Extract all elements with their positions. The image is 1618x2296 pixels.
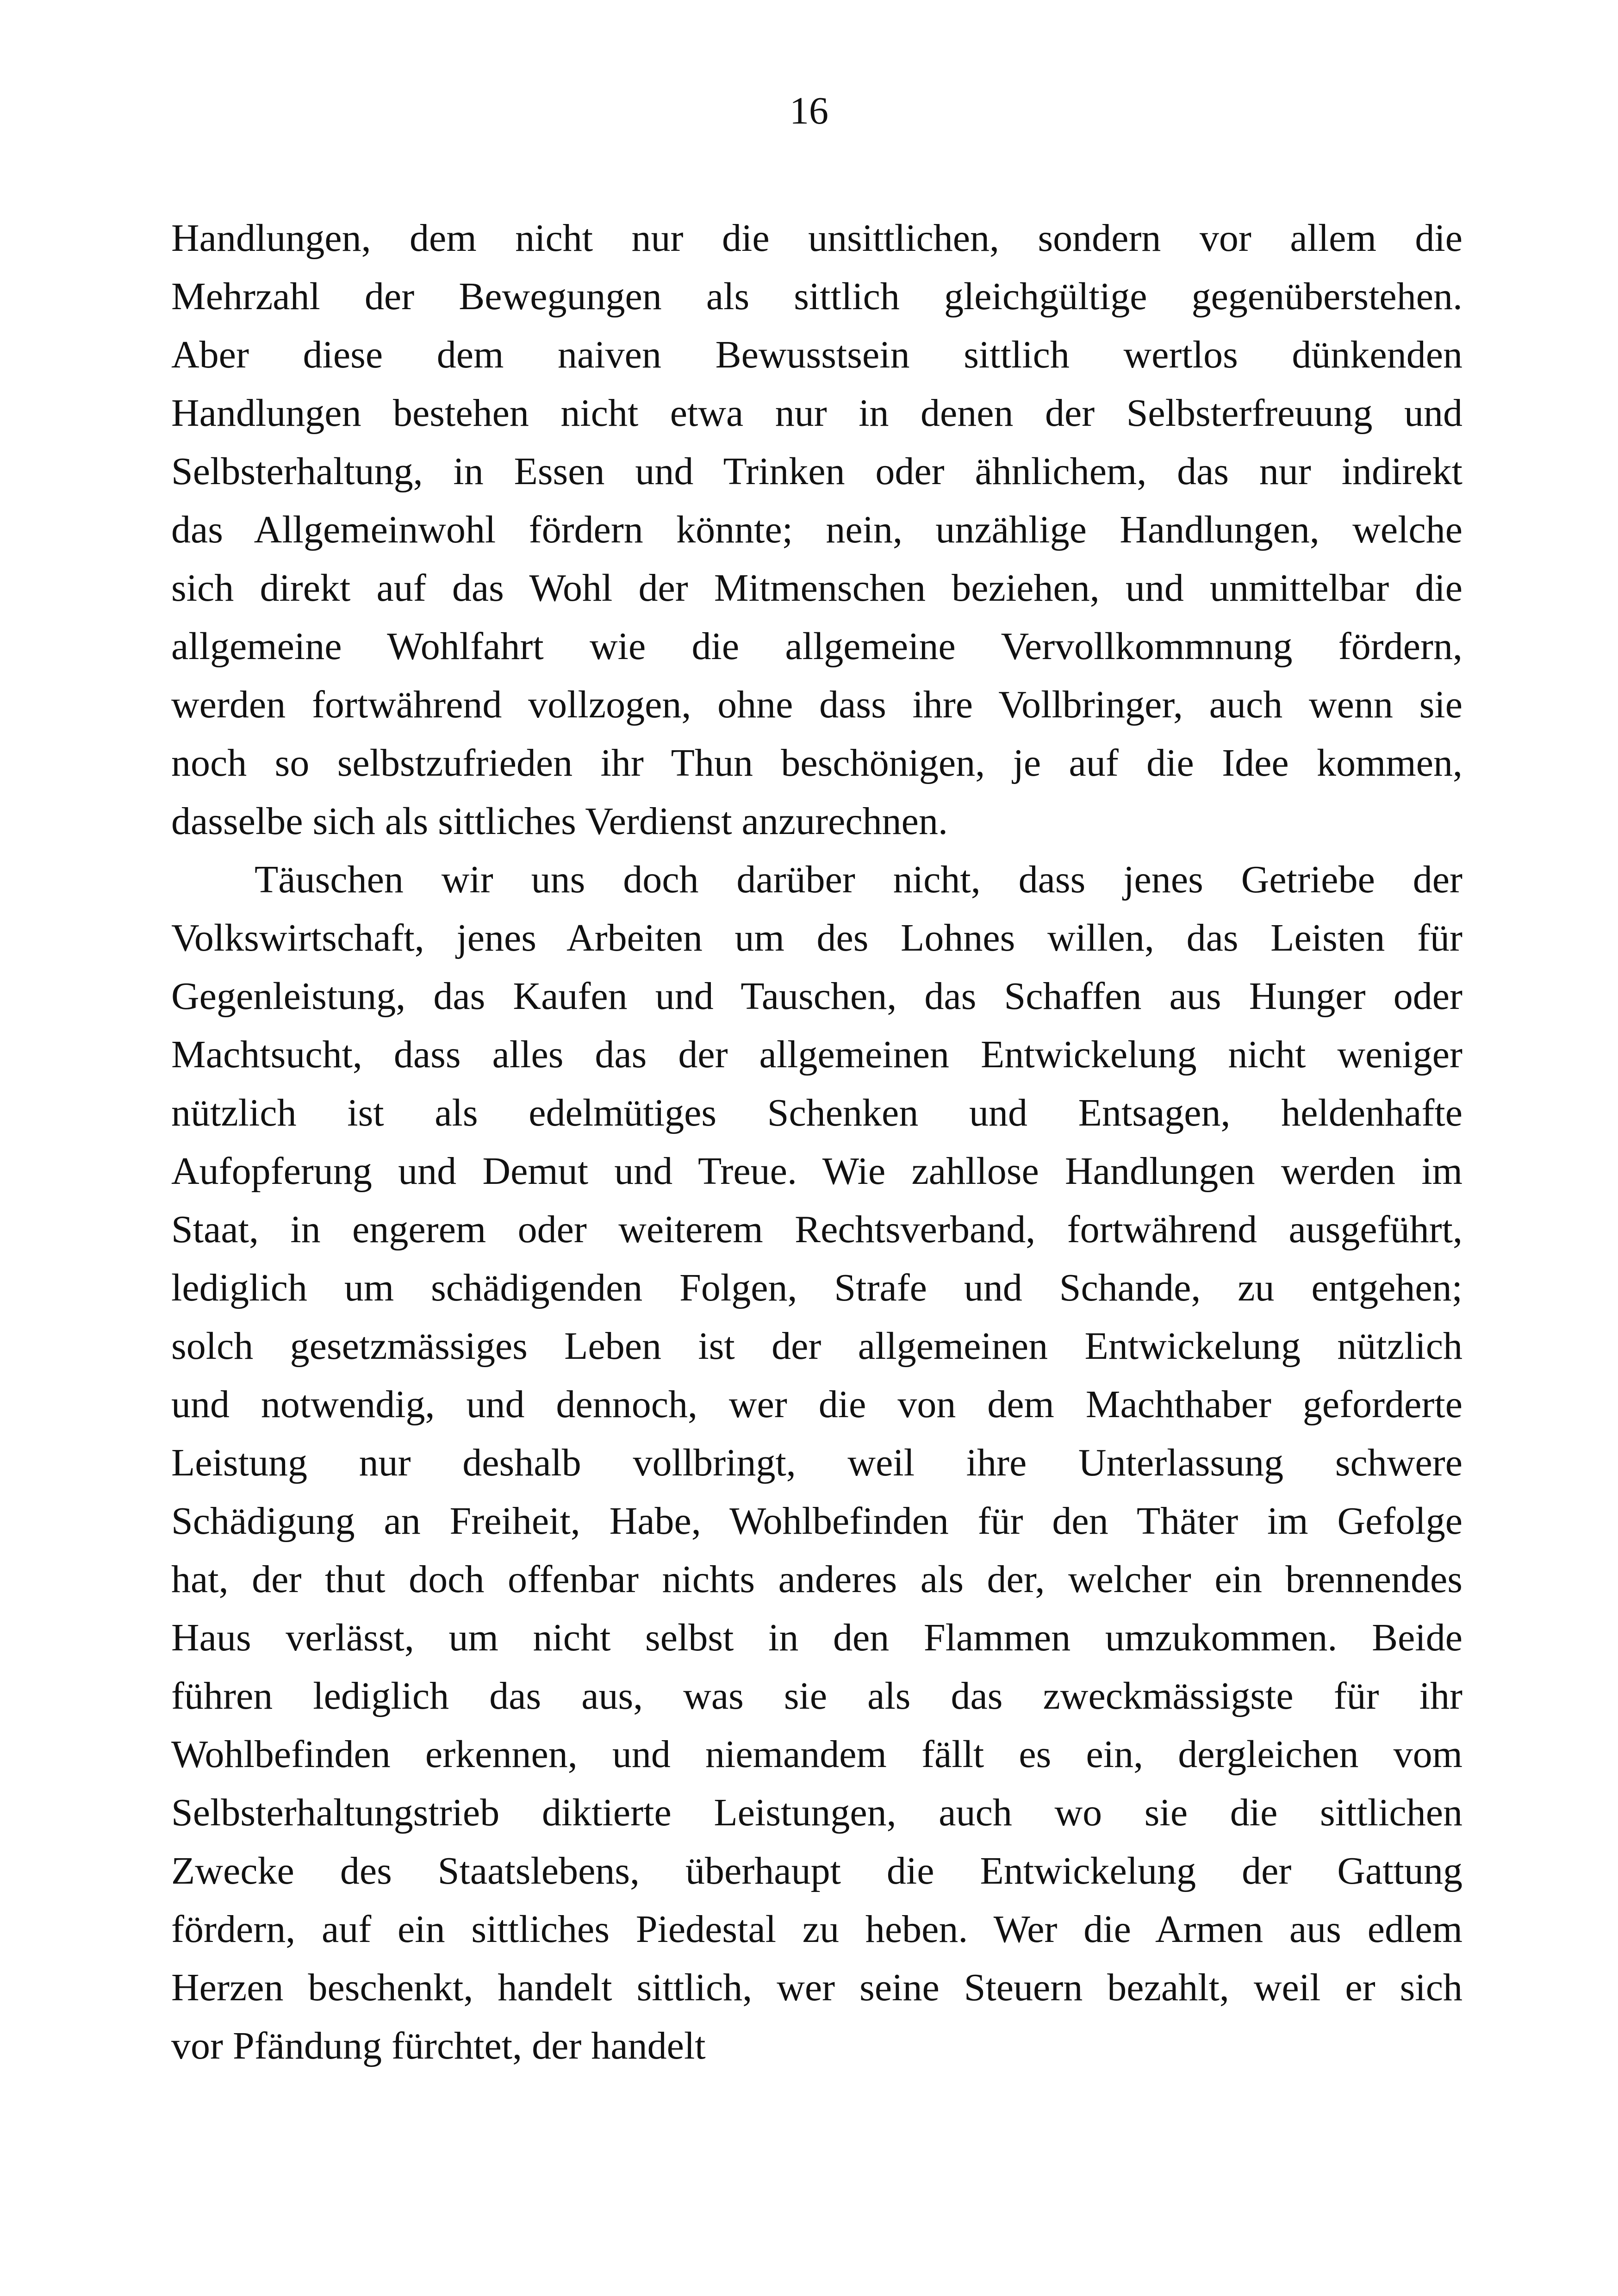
text-line: Aber diese dem naiven Bewusstsein sittlich wertlos dünkenden xyxy=(171,333,1462,376)
text-line: werden fortwährend vollzogen, ohne dass ihre Vollbringer, auch wenn sie xyxy=(171,683,1462,726)
text-line: Staat, in engerem oder weiterem Rechtsverband, fortwährend ausgeführt, xyxy=(171,1208,1462,1251)
body-text xyxy=(171,209,1462,2075)
text-line: allgemeine Wohlfahrt wie die allgemeine Vervollkommnung fördern, xyxy=(171,625,1462,668)
paragraph-end-line: dasselbe sich als sittliches Verdienst anzurechnen. xyxy=(171,800,948,843)
text-line: Aufopferung und Demut und Treue. Wie zahllose Handlungen werden im xyxy=(171,1150,1462,1193)
page-number: 16 xyxy=(790,89,828,132)
text-line: und notwendig, und dennoch, wer die von dem Machthaber geforderte xyxy=(171,1383,1462,1426)
text-line: Selbsterhaltung, in Essen und Trinken oder ähnlichem, das nur indirekt xyxy=(171,450,1462,493)
text-line: Selbsterhaltungstrieb diktierte Leistungen, auch wo sie die sittlichen xyxy=(171,1791,1462,1834)
text-line: Mehrzahl der Bewegungen als sittlich gleichgültige gegenüberstehen. xyxy=(171,275,1462,318)
text-line: noch so selbstzufrieden ihr Thun beschönigen, je auf die Idee kommen, xyxy=(171,741,1462,784)
text-line: Gegenleistung, das Kaufen und Tauschen, das Schaffen aus Hunger oder xyxy=(171,975,1462,1018)
text-line: Volkswirtschaft, jenes Arbeiten um des Lohnes willen, das Leisten für xyxy=(171,916,1462,959)
text-line: hat, der thut doch offenbar nichts anderes als der, welcher ein brennendes xyxy=(171,1558,1462,1601)
text-line: solch gesetzmässiges Leben ist der allgemeinen Entwickelung nützlich xyxy=(171,1325,1462,1368)
paragraph-end-line: vor Pfändung fürchtet, der handelt xyxy=(171,2024,706,2067)
paragraph-first-line: Täuschen wir uns doch darüber nicht, dass jenes Getriebe der xyxy=(255,858,1462,901)
text-line: lediglich um schädigenden Folgen, Strafe und Schande, zu entgehen; xyxy=(171,1266,1462,1309)
text-line: fördern, auf ein sittliches Piedestal zu heben. Wer die Armen aus edlem xyxy=(171,1908,1462,1951)
text-line: Handlungen, dem nicht nur die unsittlichen, sondern vor allem die xyxy=(171,217,1462,260)
text-line: Wohlbefinden erkennen, und niemandem fällt es ein, dergleichen vom xyxy=(171,1733,1462,1776)
text-line: nützlich ist als edelmütiges Schenken und Entsagen, heldenhafte xyxy=(171,1091,1462,1134)
text-line: Schädigung an Freiheit, Habe, Wohlbefinden für den Thäter im Gefolge xyxy=(171,1500,1462,1543)
text-line: Zwecke des Staatslebens, überhaupt die Entwickelung der Gattung xyxy=(171,1849,1462,1892)
text-line: Herzen beschenkt, handelt sittlich, wer seine Steuern bezahlt, weil er sich xyxy=(171,1966,1462,2009)
text-line: Machtsucht, dass alles das der allgemeinen Entwickelung nicht weniger xyxy=(171,1033,1462,1076)
text-line: führen lediglich das aus, was sie als das zweckmässigste für ihr xyxy=(171,1674,1462,1717)
text-line: sich direkt auf das Wohl der Mitmenschen beziehen, und unmittelbar die xyxy=(171,566,1462,610)
text-line: das Allgemeinwohl fördern könnte; nein, unzählige Handlungen, welche xyxy=(171,508,1462,551)
text-line: Haus verlässt, um nicht selbst in den Flammen umzukommen. Beide xyxy=(171,1616,1462,1659)
text-line: Handlungen bestehen nicht etwa nur in denen der Selbsterfreuung und xyxy=(171,392,1462,435)
text-line: Leistung nur deshalb vollbringt, weil ihre Unterlassung schwere xyxy=(171,1441,1462,1484)
